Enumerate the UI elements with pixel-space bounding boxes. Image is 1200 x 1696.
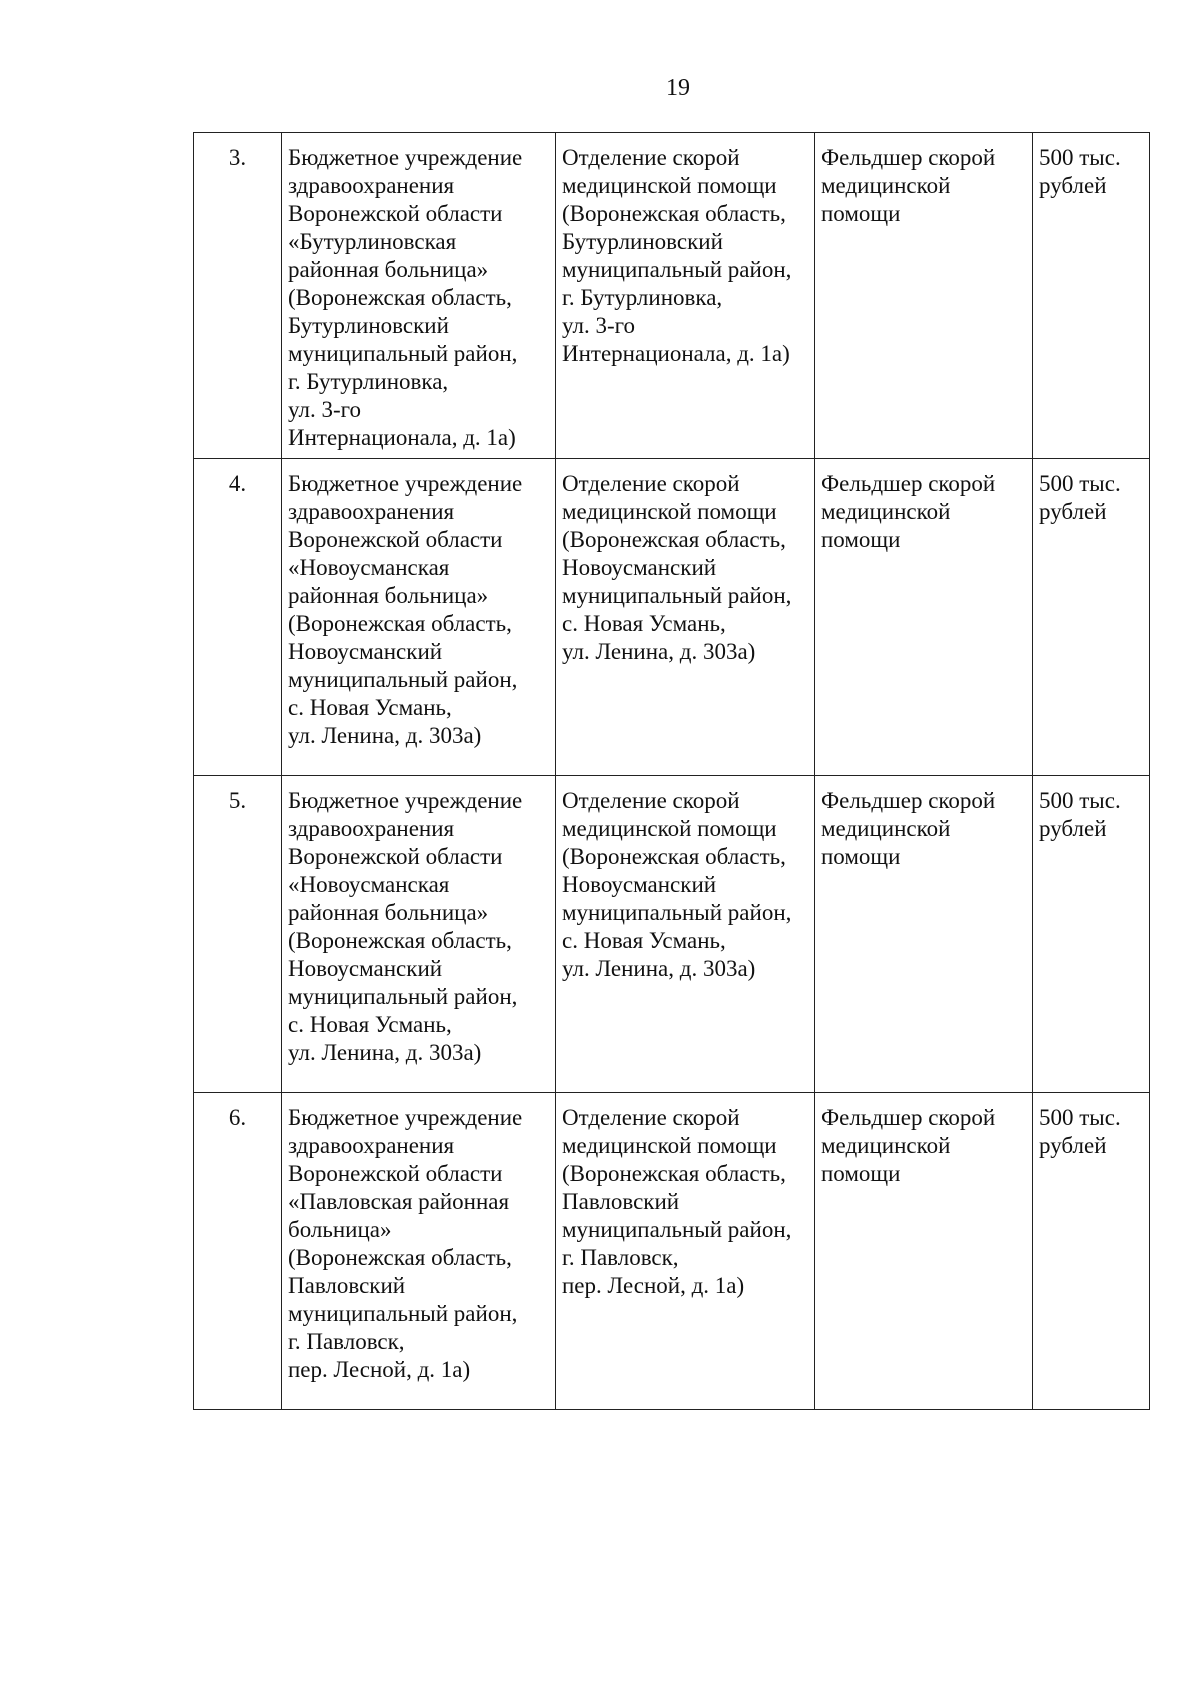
department-cell: Отделение скорой медицинской помощи (Воронежская область, Новоусманский муниципальный район, с. Новая Усмань, ул. Ленина, д. 303а) [556, 776, 815, 1093]
table-row [194, 776, 1150, 1093]
table-row [194, 133, 1150, 459]
row-number: 4. [194, 459, 282, 776]
position-cell: Фельдшер скорой медицинской помощи [815, 1093, 1033, 1410]
position-cell: Фельдшер скорой медицинской помощи [815, 133, 1033, 459]
department-cell: Отделение скорой медицинской помощи (Воронежская область, Павловский муниципальный район, г. Павловск, пер. Лесной, д. 1а) [556, 1093, 815, 1410]
institution-cell: Бюджетное учреждение здравоохранения Воронежской области «Бутурлиновская районная больница» (Воронежская область, Бутурлиновский муниципальный район, г. Бутурлиновка, ул. 3-го Интернационала, д. 1а) [282, 133, 556, 459]
amount-cell: 500 тыс. рублей [1033, 776, 1150, 1093]
department-cell: Отделение скорой медицинской помощи (Воронежская область, Бутурлиновский муниципальный район, г. Бутурлиновка, ул. 3-го Интернационала, д. 1а) [556, 133, 815, 459]
row-number: 3. [194, 133, 282, 459]
table-row [194, 459, 1150, 776]
institution-cell: Бюджетное учреждение здравоохранения Воронежской области «Новоусманская районная больница» (Воронежская область, Новоусманский муниципальный район, с. Новая Усмань, ул. Ленина, д. 303а) [282, 459, 556, 776]
amount-cell: 500 тыс. рублей [1033, 133, 1150, 459]
row-number: 5. [194, 776, 282, 1093]
row-number: 6. [194, 1093, 282, 1410]
position-cell: Фельдшер скорой медицинской помощи [815, 776, 1033, 1093]
page-number: 19 [666, 75, 690, 101]
institution-cell: Бюджетное учреждение здравоохранения Воронежской области «Павловская районная больница» (Воронежская область, Павловский муниципальный район, г. Павловск, пер. Лесной, д. 1а) [282, 1093, 556, 1410]
position-cell: Фельдшер скорой медицинской помощи [815, 459, 1033, 776]
facilities-table [193, 132, 1150, 1410]
institution-cell: Бюджетное учреждение здравоохранения Воронежской области «Новоусманская районная больница» (Воронежская область, Новоусманский муниципальный район, с. Новая Усмань, ул. Ленина, д. 303а) [282, 776, 556, 1093]
table-row [194, 1093, 1150, 1410]
amount-cell: 500 тыс. рублей [1033, 1093, 1150, 1410]
amount-cell: 500 тыс. рублей [1033, 459, 1150, 776]
department-cell: Отделение скорой медицинской помощи (Воронежская область, Новоусманский муниципальный район, с. Новая Усмань, ул. Ленина, д. 303а) [556, 459, 815, 776]
